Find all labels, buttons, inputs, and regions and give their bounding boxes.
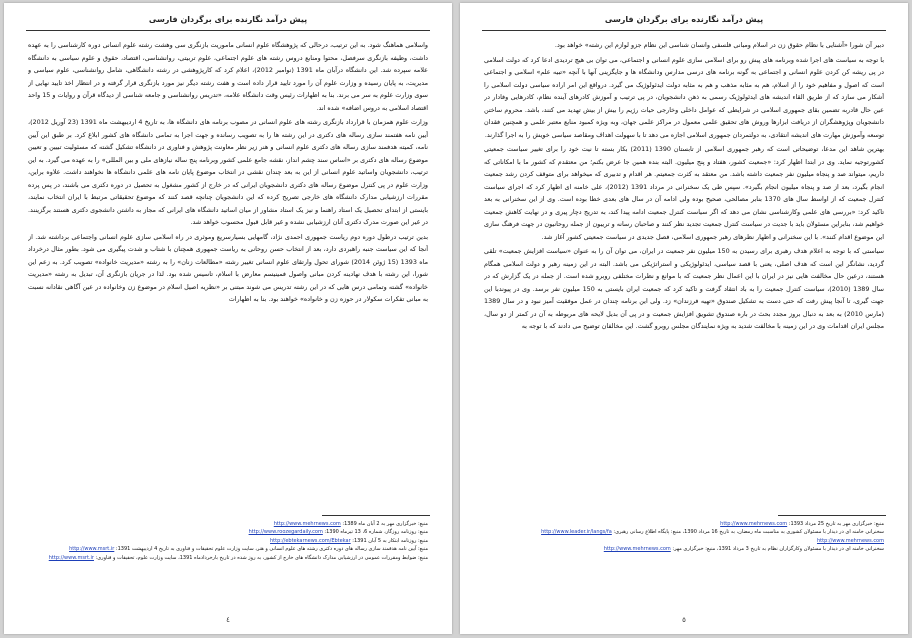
footnote-link[interactable]: http://ebtekarnews.com/Ebtekar bbox=[270, 537, 351, 544]
footnote-link[interactable]: http://www.leader.ir/langs/fa bbox=[541, 529, 612, 536]
paragraph: سیاستی که با توجه به اعلام هدف رهبری برای رسیدن به 150 میلیون نفر جمعیت در ایران، می توان آن را به عنوان «سیاست افزایش جمعیت» تلقی گردید، نشانگر این است که هدف اصلی، یعنی با قصد سیاسی، ایدئولوژیکی و استراتژیکی می باشد. البته در این زمینه رهبر و دولت اسلامی همگام هستند، درعین حال مخالفت هایی نیز در ایران با این اعمال نظر جمعیت که با موانع و نظرات مختلفی روبرو شده است. از جمله در یک گزارش که در سال 1389 (2010)، سیاست کنترل جمعیت را به باد انتقاد گرفت و تاکید کرد که جمعیت ایران بایستی به 150 میلیون نفر برسد. وی در پیوندبا این جهت گیری، تا آنجا پیش رفت که حتی دست به تشکیل صندوق «تهیه فرزندان» زد. ولی این برنامه چندان در عمل موفقیت آمیز نبود و در سال 1389 (مارس 2010) به بعد به دنبال بروز مجدد بحث در باره صندوق تشویق افزایش جمعیت و در پی آن بدیل لایحه های مربوطه به آن در کمتر از دو سال، مجلس ایران اقدامات وی در این زمینه با مخالفت شدید به ویژه نمایندگان مجلس روبرو گشت. این مخالفان توضیح می دادند که با توجه به bbox=[484, 247, 884, 330]
footnote bbox=[28, 545, 428, 553]
footnote-text: منبع: ضوابط ومقررات عمومی در ارزشیابی مدارک دانشگاه های خارج از کشور، به روز شده در تاریخ بارخردادماه 1391، سایت وزارت علوم، تحقیقات و فناوری: bbox=[95, 554, 428, 561]
paragraph: واسلامی هماهنگ شود. به این ترتیب، درحالی که پژوهشگاه علوم انسانی ماموریت بازنگری سی وهشت رشته علوم انسانی دوره کارشناسی را به عهده داشت، وظیفه بازنگری سرفصل، محتوا ومنابع دروس رشته های علوم اجتماعی، علوم تربیتی، روانشناسی، اقتصاد، حقوق و علوم سیاسی به دانشگاه علامه سپرده شد. این دانشگاه درآبان ماه 1391 (نوامبر 2012)، اعلام کرد که کارپژوهشی در رشته دانشگاهی، شامل روانشناسی، علوم سیاسی و مدیریت، به پایان رسیده و وزارت علوم آن را مورد تایید قرار داده است و هفت رشته دیگر نیز مورد بازنگری قرار گرفته و در انتظار اخذ تایید نهایی از سوی وزارت علوم به سر می برند. بنا به اظهارات رئیس وقت دانشگاه علامه، «تدریس روانشناسی و جامعه شناسی از دیدگاه قرآن و روایات و 15 واحد اقتصاد اسلامی به دروس اضافه» شده اند. bbox=[28, 41, 428, 112]
footnote-link[interactable]: http://www.roozegardaily.com bbox=[248, 529, 323, 536]
paragraph: وزارت علوم همزمان با قرارداد بازنگری رشته های علوم انسانی در مصوب برنامه های دانشگاه ها، به تاریخ 4 اردیبهشت ماه 1391 (23 آوریل 2012)، آیین نامه هفتمند سازی رساله های دکتری در این رشته ها را به تصویب رسانده و جهت اجرا به تمامی دانشگاه های کشور ابلاغ کرد. بر طبق این آیین نامه، کمیته هدفمند سازی رساله های دکتری علوم انسانی و هنر زیر نظر معاونت پژوهش و فناوری در دانشگاه تشکیل گشته که مسئولیت تبیین و تعیین موضوع رساله های دکتری بر «اساس سند چشم انداز، نقشه جامع علمی کشور وبرنامه پنج ساله نیازهای ملی و بین المللی» را به عهده می گیرد. به این ترتیب، دانشجویان واساتید علوم انسانی از این به بعد چندان نقشی در انتخاب موضوع پایان نامه های علمی دانشگاه ها نخواهند داشت. علاوه براین، وزارت علوم در پی کنترل موضوع رساله های دکتری دانشجویان ایرانی که در خارج از کشور مشغول به تحصیل در دوره دکتری می باشند، در پس پرده مقررات ارزشیابی مدارک دانشگاه های خارجی تصریح کرده که این دانشجویان چنانچه قصد کنند که موضوع تحقیقاتی مرتبط با ایران انتخاب نمایند، بایستی از ابتدای تحصیل یک استاد راهنما و نیز یک استاد مشاور از میان اساتید دانشگاه های ایرانی که مجاز به داشتن دانشجوی دکتری هستند برگزینند. در غیر این صورت مدرک دکتری آنان ارزشیابی نشده و غیر قابل قبول محسوب خواهد شد. bbox=[28, 118, 428, 226]
footnote-link[interactable]: http://www.mehrnews.com bbox=[603, 546, 671, 553]
footnote-link[interactable]: http://www.mehrnews.com bbox=[720, 521, 788, 527]
document-page-left bbox=[4, 3, 452, 634]
footnote-text: سخنرانی خامنه ای در دیدار با مسئولان وکارگزاران نظام به تاریخ 3 مرداد 1391، منبع: خبرگزاری مهر: bbox=[672, 546, 884, 553]
footnote-text: سخنرانی خامنه ای در دیدار با مسئولان کشوری به مناسبت ماه رمضان، به تاریخ 16 مرداد 1390، منبع: پایگاه اطلاع رسانی رهبری: bbox=[613, 529, 884, 536]
footnote bbox=[484, 528, 884, 536]
footnote-text: منبع: روزنامه ابتکار به 5 آبان 1391: bbox=[352, 537, 428, 544]
footnote bbox=[484, 537, 884, 545]
footnote-link[interactable]: http://www.mehrnews.com bbox=[816, 537, 884, 544]
running-header: پیش درآمد نگارنده برای برگردان فارسی bbox=[604, 15, 764, 24]
footnote-divider bbox=[322, 515, 430, 516]
page-number: ٤ bbox=[226, 616, 230, 624]
footnotes bbox=[484, 520, 884, 554]
footnote bbox=[28, 520, 428, 528]
body-text bbox=[28, 39, 428, 504]
footnote-link[interactable]: http://www.msrt.ir bbox=[69, 546, 115, 553]
footnote-text: منبع: آیین نامه هدفمند سازی رساله های دوره دکتری رشته های علوم انسانی و هنر، سایت وزارت علوم تحقیقات و فناوری به تاریخ 4 اردیبهشت 1391: bbox=[115, 546, 428, 553]
footnote bbox=[28, 554, 428, 562]
footnote bbox=[28, 537, 428, 545]
paragraph: دبیر آن شورا «آشنایی با نظام حقوق زن در اسلام ومبانی فلسفی وانسان شناسی این نظام جزو لوازم این رشته» خواهد بود. bbox=[554, 41, 884, 49]
footnote-link[interactable]: http://www.mehrnews.com bbox=[273, 521, 341, 527]
header-divider bbox=[482, 30, 886, 31]
footnote-divider bbox=[778, 515, 886, 516]
footnote-text: منبع: روزنامه روزگار، شماره 6، 13 تیرماه 1390: bbox=[324, 529, 428, 536]
footnote bbox=[484, 520, 884, 528]
footnote bbox=[484, 545, 884, 553]
footnote-text: منبع: خبرگزاری مهر به تاریخ 25 مرداد 1393: bbox=[788, 521, 884, 527]
paragraph: بهترین شاهد این مدعا، توضیحاتی است که رهبر جمهوری اسلامی از تابستان 1390 (2011) بکار بسته تا نیت خود را برای تغییر سیاست جمعیتی کشورتوجیه نماید. وی در ابتدا اظهار کرد: «جمعیت کشور، هفتاد و پنج میلیون. البته بنده همین جا عرض بکنم؛ من معتقدم که کشور ما با امکاناتی که داریم، میتواند صد و پنجاه میلیون نفر جمعیت داشته باشد. من معتقد به کثرت جمعیتم. هر اقدام و تدبیری که میخواهد برای متوقف کردن رشد جمعیت انجام بگیرد، بعد از صد و پنجاه میلیون انجام بگیرد». سپس طی یک سخنرانی در مرداد 1391 (2012)، علی خامنه ای اظهار کرد که اجرای سیاست کنترل جمعیت که از اواسط سال های 1370 بنابر مصالحی، صحیح بوده ولی ادامه آن در سال های بعدی خطا بوده است. وی از این سخنرانی به بعد تاکید کرد: «بررسی های علمی وکارشناسی نشان می دهد که اگر سیاست کنترل جمعیت ادامه پیدا کند، به تدریج دچار پیری و در نهایت کاهش جمعیت خواهیم شد، بنابراین مسئولان باید با جدیت در سیاست کنترل جمعیت تجدید نظر کنند و صاحبان رسانه و تریبون از جمله روحانیون در جهت فرهنگ سازی این موضوع اقدام کنند». با این سخنرانی و اظهار نظرهای رهبر جمهوری اسلامی، فصل جدیدی در سیاست جمعیتی کشور آغاز شد. bbox=[484, 145, 884, 241]
paragraph: با توجه به سیاست های اجرا شده وبرنامه های پیش رو برای اسلامی سازی علوم انسانی و اجتماعی، می توان بی هیچ تردیدی ادعا کرد که دولت اسلامی در پی ریشه کن کردن علوم انسانی و اجتماعی به گونه برنامه های درسی مدارس ودانشگاه ها و جایگزینی آنها با آنچه «تبیه علم» اسلامی و اجتماعی است که اصول و مفاهیم خود را از اسلام، هم به مثابه مذهب و هم به مثابه دولت ایدئولوژیک می گیرد. درواقع این امر اراده سیاسی دولت اسلامی را آشکار می سازد که از طریق القاء اندیشه های ایدئولوژیک رسمی به ذهن دانشجویان، در پی ترتیب و آموزش کادرهای آینده نظام، کادرهایی وفادار در عین حال قادربه تضمین بقای جمهوری اسلامی در شرایطی که عوامل داخلی وخارجی حیات رژیم را بیش از بیش تهدید می کنند، باشد. محروم ساختن دانشجویان وپژوهشگران از دریافت ابزارها وروش های تحقیق علمی معمول در مراکز علمی جهان، وبه ویژه کمبود منابع معتبر علمی و همچنین فقدان توسعه وآموزش مهارت های اندیشه انتقادی، به دولتمردان جمهوری اسلامی اجازه می دهد تا با سهولت اهداف ومقاصد سیاسی خویش را به اجرا گذارند. bbox=[484, 55, 884, 139]
footnote-text: منبع: خبرگزاری مهر به 2 آبان ماه 1389: bbox=[342, 521, 428, 527]
footnote bbox=[28, 528, 428, 536]
page-number: ٥ bbox=[682, 616, 686, 624]
body-text bbox=[484, 39, 884, 504]
running-header: پیش درآمد نگارنده برای برگردان فارسی bbox=[148, 15, 308, 24]
paragraph: بدین ترتیب درطول دوره دوم ریاست جمهوری احمدی نژاد، گامهایی بسیارسریع وموثری در راه اسلامی سازی علوم انسانی واجتماعی برداشته شد. از آنجا که این سیاست جنبه راهبردی دارد، بعد از انتخاب حسن روحانی به ریاست جمهوری همچنان با شتاب و شدت پیگیری می شود. بطور مثال درخرداد ماه 1393 (15 ژوئن 2014) شورای تحول وارتقای علوم انسانی تغییر رشته «مطالعات زنان» را به رشته «مدیریت خانواده» تصویب کرد. به زعم این شورا، این رشته با هدف نهادینه کردن مبانی واصول فمینیسم معارض با اسلام، تاسیس شده بود. لذا در جریان بازنگری آن، تبدیل به رشته «مدیریت خانواده» گشته وتمامی درس هایی که در این رشته تدریس می شوند مبتنی بر «نظریه اصیل اسلام در موضوع زن وخانواده در عین آگاهی نقادانه نسبت به مبانی تفکرات سکولار در حوزه زن و خانواده» خواهند بود. بنا به اظهارات bbox=[28, 232, 428, 303]
document-page-right bbox=[460, 3, 908, 634]
footnotes bbox=[28, 520, 428, 562]
footnote-link[interactable]: http://www.msrt.ir bbox=[48, 554, 94, 561]
header-divider bbox=[26, 30, 430, 31]
